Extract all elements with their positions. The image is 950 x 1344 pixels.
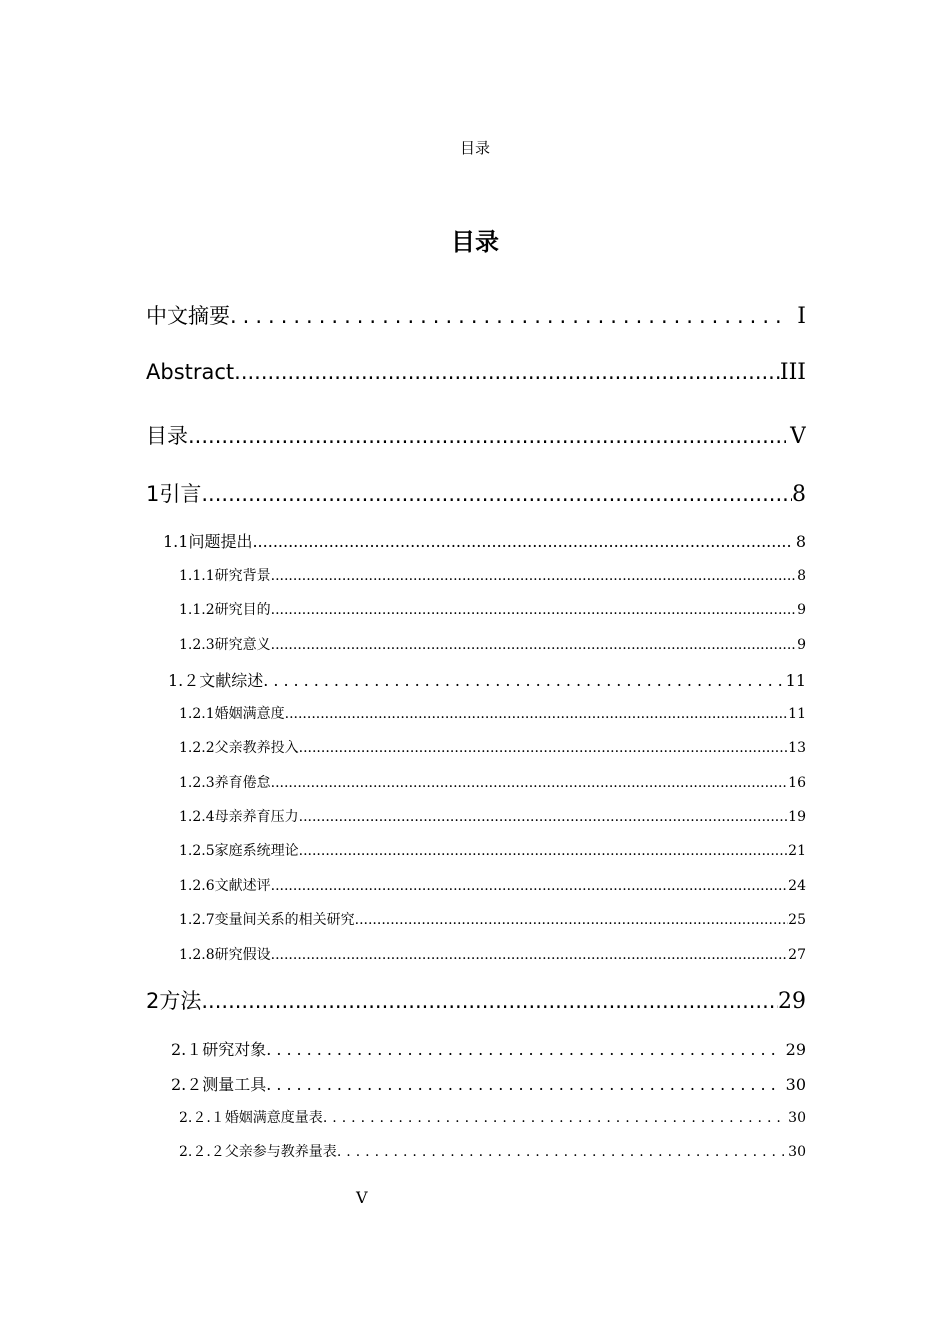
toc-entry-chinese-abstract[interactable]: [146, 300, 806, 330]
toc-entry-1-1-2[interactable]: [179, 599, 806, 619]
toc-entry-abstract[interactable]: [146, 360, 806, 385]
toc-entry-page: V: [790, 424, 806, 449]
toc-leader-dots: [337, 1144, 784, 1160]
toc-leader-dots: [271, 775, 789, 791]
toc-entry-1-1-1[interactable]: [179, 565, 806, 585]
toc-entry-label: Abstract: [146, 360, 235, 384]
toc-leader-dots: [271, 947, 789, 963]
toc-entry-number: 1.2.5: [179, 843, 215, 859]
toc-entry-number: 1.2.7: [179, 912, 215, 928]
toc-entry-page: 13: [788, 740, 806, 756]
toc-entry-label: 母亲养育压力: [214, 809, 299, 825]
toc-entry-number: 2.２.２: [179, 1144, 225, 1160]
toc-entry-page: 9: [797, 637, 806, 653]
toc-entry-label: 文献综述: [199, 671, 264, 690]
toc-leader-dots: [355, 912, 789, 928]
toc-entry-label: 文献述评: [214, 878, 271, 894]
toc-entry-label: 养育倦怠: [214, 775, 271, 791]
toc-entry-label: 方法: [159, 989, 202, 1013]
toc-leader-dots: [266, 1040, 781, 1059]
toc-entry-label: 中文摘要: [146, 304, 230, 328]
toc-entry-1-2-7[interactable]: [179, 909, 806, 929]
toc-entry-label: 研究意义: [214, 637, 271, 653]
toc-leader-dots: [188, 424, 786, 448]
toc-entry-label: 目录: [146, 424, 188, 448]
toc-entry-number: 1.2.8: [179, 947, 215, 963]
toc-entry-1-2-8[interactable]: [179, 944, 806, 964]
toc-leader-dots: [234, 360, 780, 384]
toc-leader-dots: [230, 304, 789, 328]
toc-entry-page: 8: [795, 532, 806, 551]
toc-entry-label: 研究背景: [214, 568, 271, 584]
toc-entry-number: 2.２: [171, 1075, 203, 1094]
toc-entry-page: 8: [792, 482, 806, 507]
toc-entry-number: 1.1.2: [179, 602, 215, 618]
toc-entry-page: 11: [785, 671, 806, 690]
toc-entry-number: 1.2.3: [179, 637, 215, 653]
toc-entry-number: 1.2.4: [179, 809, 215, 825]
toc-leader-dots: [299, 809, 789, 825]
toc-entry-number: 1.1: [163, 532, 189, 551]
toc-leader-dots: [271, 878, 789, 894]
toc-leader-dots: [299, 740, 789, 756]
toc-entry-page: 29: [785, 1040, 806, 1059]
page-number: V: [356, 1188, 368, 1207]
toc-entry-number: 1: [146, 482, 160, 506]
toc-entry-number: 1.2.3: [179, 775, 215, 791]
page-title: 目录: [451, 228, 499, 256]
toc-entry-number: 2: [146, 989, 160, 1013]
toc-entry-1-2-1[interactable]: [179, 703, 806, 723]
toc-entry-number: 2.１: [171, 1040, 203, 1059]
toc-entry-label: 变量间关系的相关研究: [214, 912, 355, 928]
toc-entry-label: 父亲教养投入: [214, 740, 299, 756]
toc-entry-1-2-4[interactable]: [179, 806, 806, 826]
toc-entry-1-2-3[interactable]: [179, 772, 806, 792]
toc-entry-page: 11: [788, 706, 806, 722]
toc-entry-page: Ⅰ: [797, 304, 806, 329]
toc-entry-1-1[interactable]: [163, 529, 806, 552]
toc-entry-1-2-5[interactable]: [179, 840, 806, 860]
toc-entry-page: 30: [788, 1110, 806, 1126]
toc-entry-2-2-1[interactable]: [179, 1107, 806, 1127]
toc-leader-dots: [201, 482, 792, 506]
toc-entry-page: III: [779, 360, 806, 385]
toc-entry-1-2[interactable]: [168, 668, 806, 691]
toc-leader-dots: [271, 637, 797, 653]
toc-entry-chapter-2[interactable]: [146, 985, 806, 1015]
toc-entry-2-2-2[interactable]: [179, 1141, 806, 1161]
toc-entry-1-2-2[interactable]: [179, 737, 806, 757]
toc-entry-number: 2.２.１: [179, 1110, 225, 1126]
toc-entry-label: 测量工具: [202, 1075, 267, 1094]
toc-entry-number: 1.２: [168, 671, 200, 690]
toc-entry-label: 家庭系统理论: [214, 843, 299, 859]
toc-entry-label: 研究对象: [202, 1040, 267, 1059]
toc-entry-label: 研究假设: [214, 947, 271, 963]
toc-entry-page: 24: [788, 878, 806, 894]
toc-leader-dots: [201, 989, 778, 1013]
toc-entry-1-2-3-significance[interactable]: [179, 634, 806, 654]
toc-entry-number: 1.2.6: [179, 878, 215, 894]
toc-entry-label: 问题提出: [188, 532, 253, 551]
toc-entry-2-1[interactable]: [171, 1037, 806, 1060]
toc-entry-chapter-1[interactable]: [146, 478, 806, 508]
running-header: 目录: [459, 139, 490, 157]
toc-leader-dots: [323, 1110, 784, 1126]
toc-leader-dots: [299, 843, 789, 859]
toc-leader-dots: [266, 1075, 781, 1094]
toc-entry-page: 29: [778, 989, 806, 1014]
toc-leader-dots: [285, 706, 789, 722]
toc-entry-1-2-6[interactable]: [179, 875, 806, 895]
toc-entry-label: 婚姻满意度: [214, 706, 285, 722]
toc-entry-number: 1.2.2: [179, 740, 215, 756]
toc-entry-label: 引言: [159, 482, 202, 506]
toc-entry-page: 8: [797, 568, 806, 584]
toc-entry-page: 30: [785, 1075, 806, 1094]
toc-entry-page: 25: [788, 912, 806, 928]
toc-entry-page: 21: [788, 843, 806, 859]
toc-leader-dots: [271, 568, 797, 584]
toc-entry-2-2[interactable]: [171, 1072, 806, 1095]
toc-entry-number: 1.2.1: [179, 706, 215, 722]
toc-entry-label: 婚姻满意度量表: [224, 1110, 323, 1126]
toc-entry-page: 9: [797, 602, 806, 618]
toc-entry-label: 研究目的: [214, 602, 271, 618]
toc-entry-label: 父亲参与教养量表: [224, 1144, 337, 1160]
toc-entry-page: 30: [788, 1144, 806, 1160]
toc-entry-contents[interactable]: [146, 420, 806, 450]
toc-entry-page: 16: [788, 775, 806, 791]
toc-leader-dots: [263, 671, 781, 690]
toc-leader-dots: [252, 532, 791, 551]
toc-entry-number: 1.1.1: [179, 568, 215, 584]
toc-leader-dots: [271, 602, 797, 618]
toc-entry-page: 19: [788, 809, 806, 825]
toc-entry-page: 27: [788, 947, 806, 963]
